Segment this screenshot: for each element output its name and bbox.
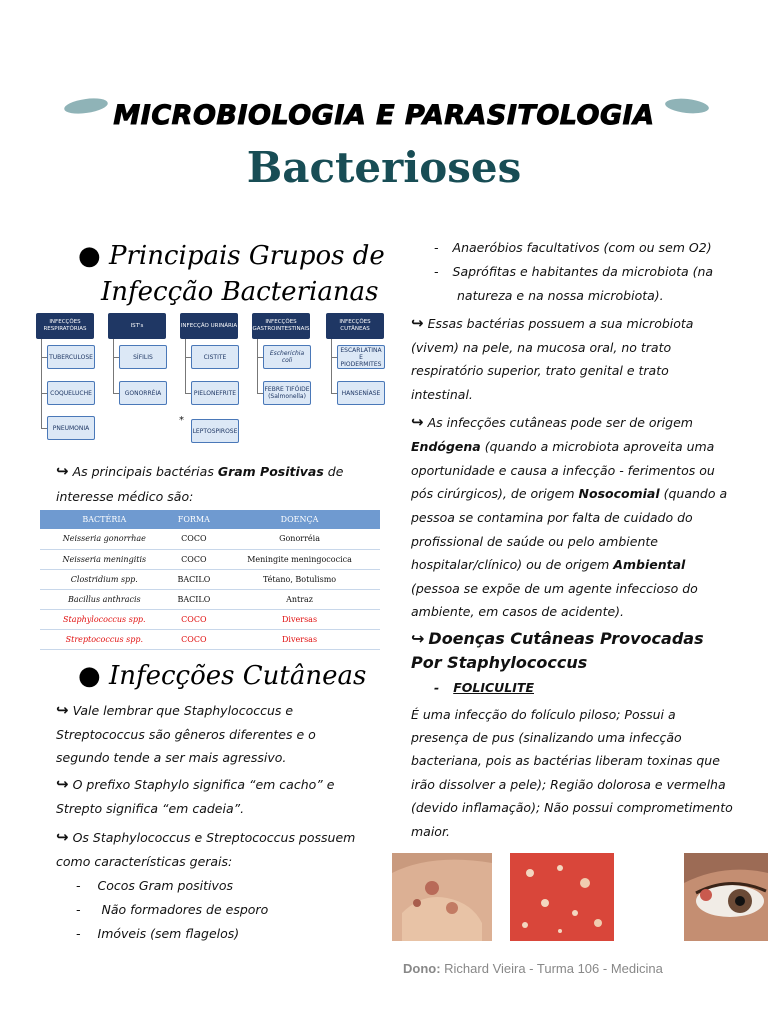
paragraph-line: maior. <box>411 824 450 839</box>
paragraph-line: pós cirúrgicos), de origem Nosocomial (quando a <box>411 486 728 501</box>
arrow-icon: ↪ <box>56 828 69 846</box>
list-item: - Não formadores de esporo <box>76 902 269 917</box>
paragraph-line: (pessoa se expõe de um agente infeccioso do <box>411 581 698 596</box>
paragraph-line: ↪ Os Staphylococcus e Streptococcus possuem <box>56 828 356 846</box>
paragraph-line: Endógena (quando a microbiota aproveita uma <box>411 439 715 454</box>
bullet-dot-icon: ● <box>78 241 101 271</box>
paragraph-line: irão dissolver a pele); Região dolorosa e vermelha <box>411 777 726 792</box>
infection-groups-chart <box>34 313 386 448</box>
arrow-icon: ↪ <box>411 629 425 648</box>
chart-asterisk: * <box>179 415 184 426</box>
arrow-icon: ↪ <box>56 701 69 719</box>
list-item: - Saprófitas e habitantes da microbiota (na <box>434 264 714 279</box>
arrow-icon: ↪ <box>411 314 424 332</box>
paragraph-line: pessoa se contamina por falta de cuidado do <box>411 510 693 525</box>
foliculite-photo-skin <box>510 853 614 941</box>
chart-header: IST's <box>108 313 166 339</box>
chart-header: INFECÇÕES GASTROINTESTINAIS <box>252 313 310 339</box>
chart-cell: FEBRE TIFÓIDE (Salmonella) <box>263 381 311 405</box>
table-row: Streptococcus spp. COCO Diversas <box>40 629 380 649</box>
chart-cell: COQUELUCHE <box>47 381 95 405</box>
bullet-dot-icon: ● <box>78 661 101 691</box>
paragraph-line: respiratório superior, trato genital e trato <box>411 363 669 378</box>
list-item: - Cocos Gram positivos <box>76 878 234 893</box>
table-row: Bacillus anthracis BACILO Antraz <box>40 589 380 609</box>
chart-header: INFECÇÕES CUTÂNEAS <box>326 313 384 339</box>
foliculite-photo-hand <box>392 853 492 941</box>
paragraph-line: hospitalar/clínico) ou de origem Ambiental <box>411 557 686 572</box>
gram-intro-line1: ↪ As principais bactérias Gram Positivas de <box>56 462 344 480</box>
table-row: Neisseria gonorrhae COCO Gonorréia <box>40 529 380 549</box>
table-row: Staphylococcus spp. COCO Diversas <box>40 609 380 629</box>
paragraph-line: ↪ O prefixo Staphylo significa “em cacho” e <box>56 775 335 793</box>
table-row: Neisseria meningitis COCO Meningite meningococica <box>40 549 380 569</box>
paragraph-line: (devido inflamação); Não possui comprometimento <box>411 800 733 815</box>
paragraph-line: Strepto significa “em cadeia”. <box>56 801 245 816</box>
list-item: - Imóveis (sem flagelos) <box>76 926 240 941</box>
staph-heading-line2: Por Staphylococcus <box>411 653 588 672</box>
arrow-icon: ↪ <box>56 775 69 793</box>
paragraph-line: intestinal. <box>411 387 473 402</box>
arrow-icon: ↪ <box>56 462 69 480</box>
table-header: DOENÇA <box>219 510 380 529</box>
bacteria-table <box>40 510 380 650</box>
chart-cell: LEPTOSPIROSE <box>191 419 239 443</box>
table-row: Clostridium spp. BACILO Tétano, Botulismo <box>40 569 380 589</box>
paragraph-line: ↪ Vale lembrar que Staphylococcus e <box>56 701 294 719</box>
paragraph-line: bacteriana, pois as bactérias liberam toxinas que <box>411 753 720 768</box>
section-heading-cutaneas: ● Infecções Cutâneas <box>78 661 367 691</box>
list-item: natureza e na nossa microbiota). <box>457 288 664 303</box>
chart-cell: CISTITE <box>191 345 239 369</box>
paragraph-line: Streptococcus são gêneros diferentes e o <box>56 727 316 742</box>
list-item: - Anaeróbios facultativos (com ou sem O2) <box>434 240 712 255</box>
paragraph-line: ↪ Essas bactérias possuem a sua microbiota <box>411 314 694 332</box>
chart-cell: PNEUMONIA <box>47 416 95 440</box>
paragraph-line: oportunidade e causa a infecção - ferimentos ou <box>411 463 715 478</box>
paragraph-line: É uma infecção do folículo piloso; Possui a <box>411 707 676 722</box>
chart-header: INFECÇÕES RESPIRATÓRIAS <box>36 313 94 339</box>
foliculite-label: - FOLICULITE <box>434 680 534 695</box>
section-heading-grupos: ● Principais Grupos de <box>78 241 385 271</box>
chart-cell: PIELONEFRITE <box>191 381 239 405</box>
paragraph-line: ambiente, em casos de acidente). <box>411 604 625 619</box>
paragraph-line: como características gerais: <box>56 854 233 869</box>
footer-owner: Dono: Richard Vieira - Turma 106 - Medicina <box>403 961 663 976</box>
paragraph-line: presença de pus (sinalizando uma infecção <box>411 730 682 745</box>
subject-title: MICROBIOLOGIA E PARASITOLOGIA <box>113 100 655 131</box>
chart-cell: ESCARLATINA E PIODERMITES <box>337 345 385 369</box>
table-header: FORMA <box>169 510 219 529</box>
arrow-icon: ↪ <box>411 413 424 431</box>
paragraph-line: segundo tende a ser mais agressivo. <box>56 750 287 765</box>
chart-cell: GONORRÉIA <box>119 381 167 405</box>
foliculite-photo-eye <box>684 853 768 941</box>
gram-intro-line2: interesse médico são: <box>56 489 194 504</box>
chart-header: INFECÇÃO URINÁRIA <box>180 313 238 339</box>
table-header: BACTÉRIA <box>40 510 169 529</box>
chart-cell: SÍFILIS <box>119 345 167 369</box>
section-heading-grupos-line2: Infecção Bacterianas <box>101 277 379 307</box>
chart-cell: TUBERCULOSE <box>47 345 95 369</box>
chart-cell: Escherichia coli <box>263 345 311 369</box>
chart-cell: HANSENÍASE <box>337 381 385 405</box>
paragraph-line: profissional de saúde ou pelo ambiente <box>411 534 658 549</box>
staph-heading: ↪ Doenças Cutâneas Provocadas <box>411 629 704 648</box>
paragraph-line: (vivem) na pele, na mucosa oral, no trato <box>411 340 672 355</box>
paragraph-line: ↪ As infecções cutâneas pode ser de origem <box>411 413 693 431</box>
page-title: Bacterioses <box>246 143 522 192</box>
